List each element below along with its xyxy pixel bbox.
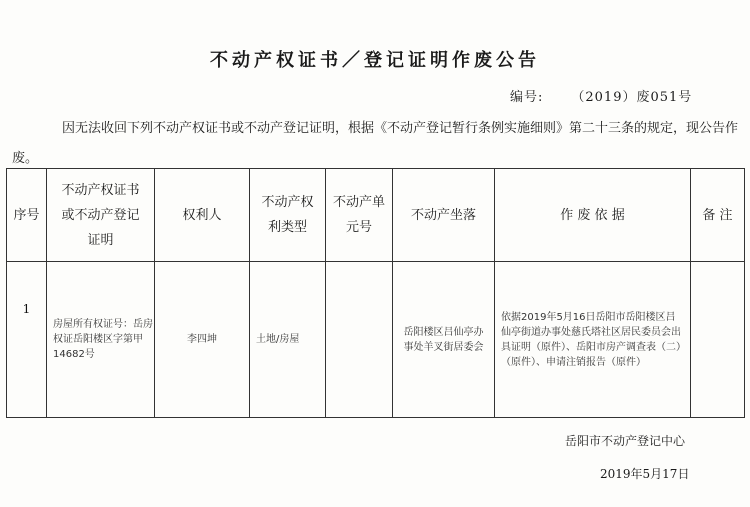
page-title: 不动产权证书／登记证明作废公告 xyxy=(210,50,540,71)
header-holder: 权利人 xyxy=(155,169,250,262)
header-right-type: 不动产权利类型 xyxy=(250,169,326,262)
cell-holder: 李四坤 xyxy=(155,262,250,418)
cell-seq: 1 xyxy=(7,262,47,418)
intro-text: 因无法收回下列不动产权证书或不动产登记证明，根据《不动产登记暂行条例实施细则》第二十三条的规定，现公告作废。 xyxy=(12,121,739,166)
header-seq: 序号 xyxy=(7,169,47,262)
issue-date: 2019年5月17日 xyxy=(600,467,690,481)
cell-cert: 房屋所有权证号：岳房权证岳阳楼区字第甲14682号 xyxy=(47,262,155,418)
cell-unit-no xyxy=(326,262,393,418)
cell-location: 岳阳楼区吕仙亭办事处羊叉街居委会 xyxy=(393,262,495,418)
cell-remark xyxy=(691,262,745,418)
document-number-value: （2019）废051号 xyxy=(571,90,693,105)
document-number xyxy=(510,86,692,105)
header-unit-no: 不动产单元号 xyxy=(326,169,393,262)
table-header-row xyxy=(7,169,745,262)
header-remark: 备 注 xyxy=(691,169,745,262)
table-row xyxy=(7,262,745,418)
issuer-signature: 岳阳市不动产登记中心 xyxy=(565,434,686,448)
header-cert: 不动产权证书或不动产登记证明 xyxy=(47,169,155,262)
intro-paragraph xyxy=(12,114,738,174)
cell-right-type: 土地/房屋 xyxy=(250,262,326,418)
header-location: 不动产坐落 xyxy=(393,169,495,262)
document-number-label: 编号: xyxy=(510,90,544,105)
void-certificate-table xyxy=(6,168,745,418)
header-basis: 作 废 依 据 xyxy=(495,169,691,262)
cell-basis: 依据2019年5月16日岳阳市岳阳楼区吕仙亭街道办事处慈氏塔社区居民委员会出具证明（原件）、岳阳市房产调查表（二）（原件）、申请注销报告（原件） xyxy=(495,262,691,418)
